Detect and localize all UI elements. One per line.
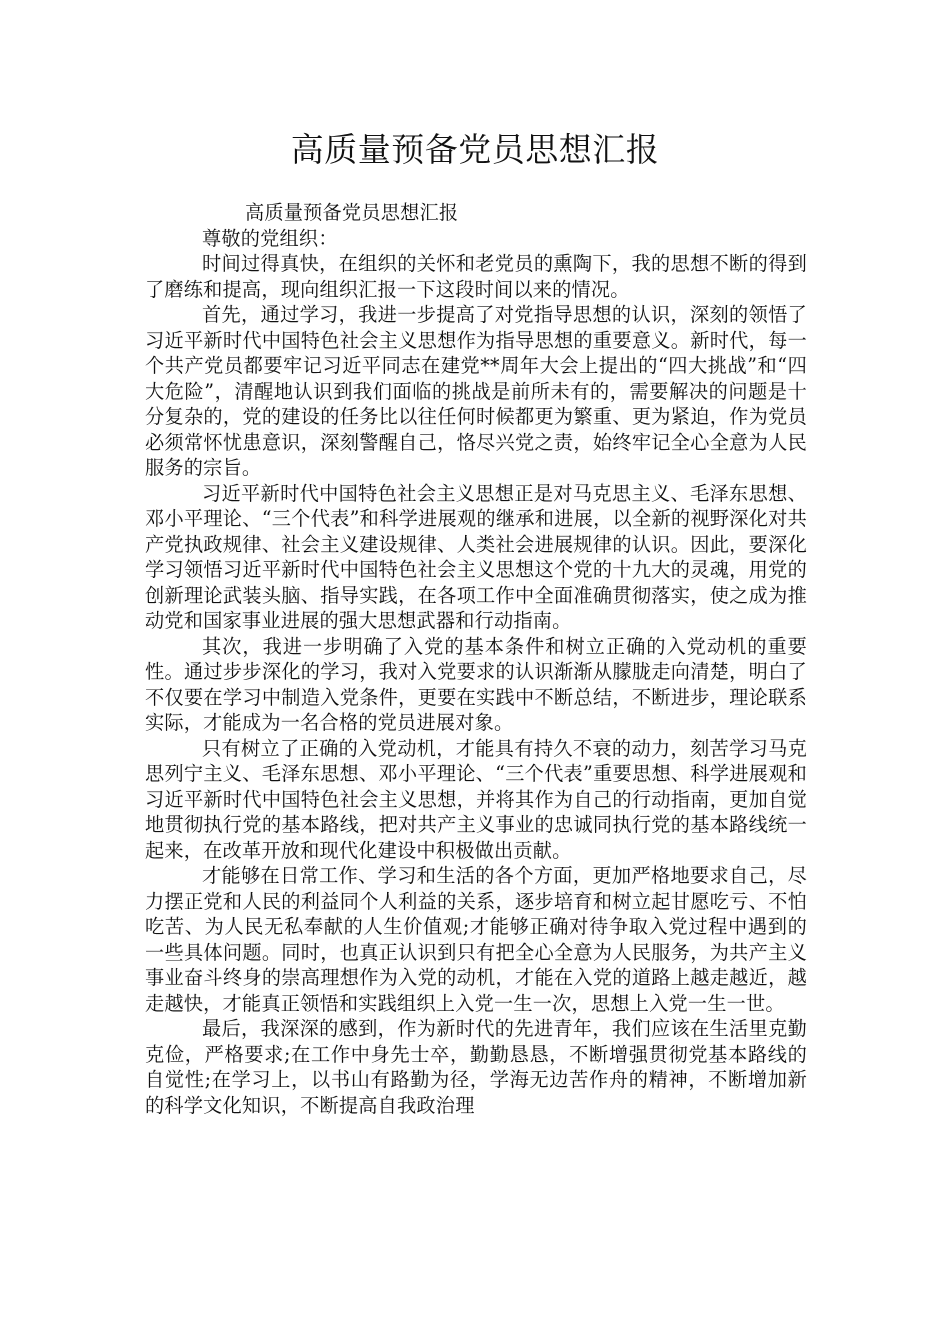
body-paragraph: 习近平新时代中国特色社会主义思想正是对马克思主义、毛泽东思想、邓小平理论、“三个代表”和科学进展观的继承和进展，以全新的视野深化对共产党执政规律、社会主义建设规律、人类社会进展规律的认识。因此，要深化学习领悟习近平新时代中国特色社会主义思想这个党的十九大的灵魂，用党的创新理论武装头脑、指导实践，在各项工作中全面准确贯彻落实，使之成为推动党和国家事业进展的强大思想武器和行动指南。: [145, 481, 807, 632]
salutation: 尊敬的党组织：: [202, 226, 338, 250]
body-paragraph: 其次，我进一步明确了入党的基本条件和树立正确的入党动机的重要性。通过步步深化的学习，我对入党要求的认识渐渐从朦胧走向清楚，明白了不仅要在学习中制造入党条件，更要在实践中不断总结，不断进步，理论联系实际，才能成为一名合格的党员进展对象。: [145, 634, 807, 734]
body-paragraph: 首先，通过学习，我进一步提高了对党指导思想的认识，深刻的领悟了习近平新时代中国特色社会主义思想作为指导思想的重要意义。新时代，每一个共产党员都要牢记习近平同志在建党**周年大会上提出的“四大挑战”和“四大危险”，清醒地认识到我们面临的挑战是前所未有的，需要解决的问题是十分复杂的，党的建设的任务比以往任何时候都更为繁重、更为紧迫，作为党员必须常怀忧患意识，深刻警醒自己，恪尽兴党之责，始终牢记全心全意为人民服务的宗旨。: [145, 303, 807, 479]
document-subtitle: 高质量预备党员思想汇报: [245, 201, 459, 224]
document-title: 高质量预备党员思想汇报: [290, 130, 660, 169]
body-paragraph: 最后，我深深的感到，作为新时代的先进青年，我们应该在生活里克勤克俭，严格要求;在工作中身先士卒，勤勤恳恳，不断增强贯彻党基本路线的自觉性;在学习上，以书山有路勤为径，学海无边苦作舟的精神，不断增加新的科学文化知识，不断提高自我政治理: [145, 1017, 807, 1117]
document-body: [145, 200, 807, 1118]
body-paragraph: 时间过得真快，在组织的关怀和老党员的熏陶下，我的思想不断的得到了磨练和提高，现向组织汇报一下这段时间以来的情况。: [145, 252, 807, 301]
body-paragraph: 才能够在日常工作、学习和生活的各个方面，更加严格地要求自己，尽力摆正党和人民的利益同个人利益的关系，逐步培育和树立起甘愿吃亏、不怕吃苦、为人民无私奉献的人生价值观;才能够正确对待争取入党过程中遇到的一些具体问题。同时，也真正认识到只有把全心全意为人民服务，为共产主义事业奋斗终身的崇高理想作为入党的动机，才能在入党的道路上越走越近，越走越快，才能真正领悟和实践组织上入党一生一次，思想上入党一生一世。: [145, 864, 807, 1015]
body-paragraph: 只有树立了正确的入党动机，才能具有持久不衰的动力，刻苦学习马克思列宁主义、毛泽东思想、邓小平理论、“三个代表”重要思想、科学进展观和习近平新时代中国特色社会主义思想，并将其作为自己的行动指南，更加自觉地贯彻执行党的基本路线，把对共产主义事业的忠诚同执行党的基本路线统一起来，在改革开放和现代化建设中积极做出贡献。: [145, 736, 807, 862]
